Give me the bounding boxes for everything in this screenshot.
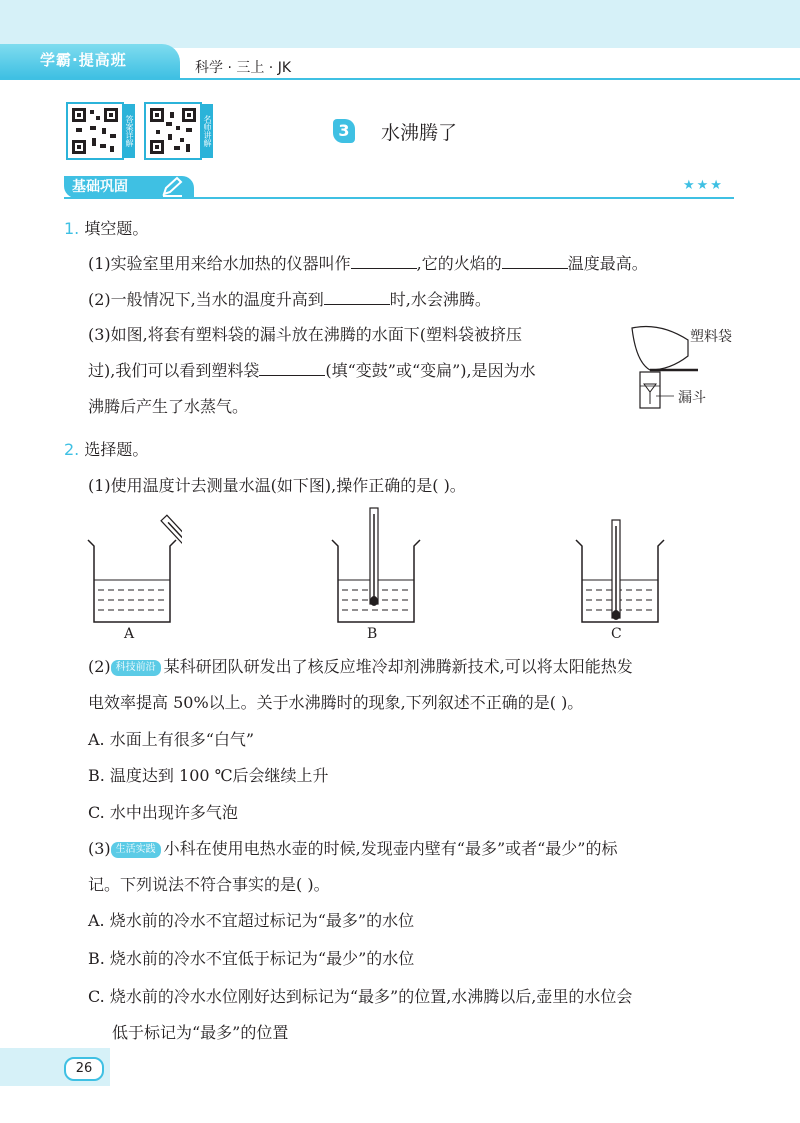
q2-item2-option-c[interactable]: C. 水中出现许多气泡 (88, 803, 238, 822)
qr-label-answers: 答案详解 (123, 104, 135, 158)
q2-item3-option-c-cont: 低于标记为“最多”的位置 (112, 1023, 289, 1042)
lesson-number: 3 (333, 119, 355, 143)
q1-item3-line2 (88, 360, 536, 382)
brand-title: 学霸·提高班 (40, 51, 127, 69)
qr-code-video[interactable] (144, 102, 202, 160)
answer-blank[interactable] (351, 254, 417, 269)
q2-item2-line1 (88, 656, 633, 678)
q1-item3-line1: (3)如图,将套有塑料袋的漏斗放在沸腾的水面下(塑料袋被挤压 (88, 325, 522, 344)
beaker-a-figure (86, 510, 182, 626)
q2-item1: (1)使用温度计去测量水温(如下图),操作正确的是( )。 (88, 476, 466, 495)
page-number: 26 (64, 1057, 104, 1081)
answer-blank[interactable] (324, 290, 390, 305)
lesson-title: 水沸腾了 (381, 122, 458, 144)
q1-item2-text-b: 时,水会沸腾。 (389, 290, 491, 309)
answer-blank[interactable] (502, 254, 568, 269)
figure-label-funnel: 漏斗 (678, 390, 706, 406)
option-label-b: B (367, 626, 378, 642)
q2-heading (64, 439, 148, 461)
q2-item3-option-c[interactable]: C. 烧水前的冷水水位刚好达到标记为“最多”的位置,水沸腾以后,壶里的水位会 (88, 987, 633, 1006)
pencil-icon (160, 176, 184, 198)
q2-item2-prefix: (2) (88, 657, 111, 676)
q1-item3-text-a: 过),我们可以看到塑料袋 (88, 361, 260, 380)
q1-heading (64, 218, 148, 240)
tag-life-practice: 生活实践 (111, 842, 161, 858)
q1-item1-text-b: ,它的火焰的 (416, 254, 502, 273)
q2-item2-option-b[interactable]: B. 温度达到 100 ℃后会继续上升 (88, 766, 329, 785)
q1-item1-text-c: 温度最高。 (567, 254, 648, 273)
q1-number: 1. (64, 219, 80, 238)
q1-title: 填空题。 (84, 219, 149, 238)
header-divider (0, 78, 800, 80)
q2-item3-text: 小科在使用电热水壶的时候,发现壶内壁有“最多”或者“最少”的标 (163, 839, 618, 858)
q2-item2-option-a[interactable]: A. 水面上有很多“白气” (88, 730, 255, 749)
q2-item3-option-a[interactable]: A. 烧水前的冷水不宜超过标记为“最多”的水位 (88, 911, 415, 930)
option-label-a: A (124, 626, 135, 642)
q2-item3-line1 (88, 838, 617, 860)
q1-item2 (88, 289, 491, 311)
q2-item3-option-b[interactable]: B. 烧水前的冷水不宜低于标记为“最少”的水位 (88, 949, 415, 968)
tag-tech-frontier: 科技前沿 (111, 660, 161, 676)
difficulty-stars: ★★★ (683, 178, 724, 193)
subject-label: 科学 · 三上 · JK (195, 60, 292, 76)
qr-label-video: 名师讲解 (201, 104, 213, 158)
q2-item3-line2: 记。下列说法不符合事实的是( )。 (88, 875, 330, 894)
q2-title: 选择题。 (84, 440, 149, 459)
q2-item2-line2: 电效率提高 50%以上。关于水沸腾时的现象,下列叙述不正确的是( )。 (88, 693, 584, 712)
figure-label-bag: 塑料袋 (690, 329, 732, 345)
q1-item1-text-a: (1)实验室里用来给水加热的仪器叫作 (88, 254, 351, 273)
section-divider (64, 197, 734, 199)
q1-item2-text-a: (2)一般情况下,当水的温度升高到 (88, 290, 324, 309)
qr-pattern-icon (68, 104, 122, 158)
q2-item3-prefix: (3) (88, 839, 111, 858)
q2-number: 2. (64, 440, 80, 459)
q1-item3-text-b: (填“变鼓”或“变扁”),是因为水 (325, 361, 536, 380)
q1-item3-line3: 沸腾后产生了水蒸气。 (88, 397, 249, 416)
qr-code-answers[interactable] (66, 102, 124, 160)
section-title: 基础巩固 (72, 179, 128, 195)
q1-item1 (88, 253, 648, 275)
beaker-b-figure (330, 506, 426, 626)
option-label-c: C (611, 626, 622, 642)
qr-pattern-icon (146, 104, 200, 158)
beaker-c-figure (574, 518, 670, 626)
q2-item2-text: 某科研团队研发出了核反应堆冷却剂沸腾新技术,可以将太阳能热发 (163, 657, 633, 676)
answer-blank[interactable] (259, 361, 325, 376)
